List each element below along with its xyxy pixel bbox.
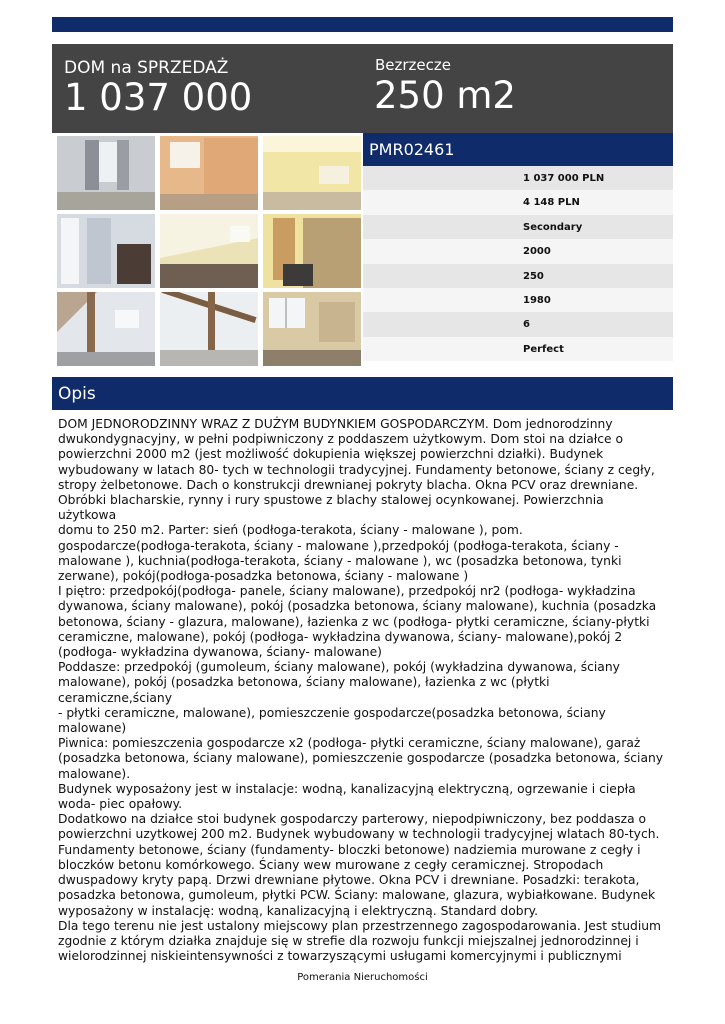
listing-price: 1 037 000	[64, 76, 253, 119]
detail-value: Secondary	[523, 221, 583, 233]
detail-row	[363, 190, 673, 214]
detail-value: 2000	[523, 246, 551, 258]
reference-bar	[363, 133, 673, 166]
detail-row	[363, 337, 673, 361]
description-title: Opis	[58, 384, 96, 404]
listing-header	[52, 44, 673, 133]
detail-value: 250	[523, 270, 544, 282]
detail-row	[363, 264, 673, 288]
photo-room-window[interactable]	[57, 136, 155, 210]
top-accent-bar	[52, 17, 673, 32]
photo-attic-beam[interactable]	[160, 292, 258, 366]
detail-value: Perfect	[523, 343, 564, 355]
photo-gallery	[52, 133, 363, 373]
photo-room-orange[interactable]	[160, 136, 258, 210]
detail-row	[363, 239, 673, 263]
listing-type: DOM na SPRZEDAŻ	[64, 58, 229, 78]
photo-hallway[interactable]	[57, 214, 155, 288]
photo-room-door[interactable]	[263, 214, 361, 288]
footer-agency: Pomerania Nieruchomości	[297, 972, 428, 983]
detail-value: 1980	[523, 294, 551, 306]
photo-attic-beams[interactable]	[57, 292, 155, 366]
detail-row	[363, 312, 673, 336]
detail-value: 4 148 PLN	[523, 197, 580, 209]
photo-room-windows[interactable]	[263, 292, 361, 366]
photo-attic-room[interactable]	[160, 214, 258, 288]
reference-number: PMR02461	[369, 140, 455, 159]
detail-row	[363, 166, 673, 190]
listing-area: 250 m2	[374, 74, 516, 117]
details-table	[363, 166, 673, 361]
photo-room-yellow[interactable]	[263, 136, 361, 210]
detail-row	[363, 288, 673, 312]
listing-city: Bezrzecze	[375, 56, 452, 74]
description-text: DOM JEDNORODZINNY WRAZ Z DUŻYM BUDYNKIEM GOSPODARCZYM. Dom jednorodzinny dwukondygnacyjny, w pełni podpiwniczony z poddaszem użytkowym. Dom stoi na działce o powierzchni 2000 m2 (jest możliwość dokupienia większej powierzchni działki). Budynek wybudowany w latach 80- tych w technologii tradycyjnej. Fundamenty betonowe, ściany z cegły, stropy żelbetonowe. Dach o konstrukcji drewnianej pokryty blacha. Okna PCV oraz drewniane. Obróbki blacharskie, rynny i rury spustowe z blachy stalowej ocynkowanej. Powierzchnia użytkowa domu to 250 m2. Parter: sień (podłoga-terakota, ściany - malowane ), pom. gospodarcze(podłoga-terakota, ściany - malowane ),przedpokój (podłoga-terakota, ściany - malowane ), kuchnia(podłoga-terakota, ściany - malowane ), wc (posadzka betonowa, tynki zerwane), pokój(podłoga-posadzka betonowa, ściany - malowane ) I piętro: przedpokój(podłoga- panele, ściany malowane), przedpokój nr2 (podłoga- wykładzina dywanowa, ściany malowane), pokój (posadzka betonowa, ściany malowane), kuchnia (posadzka betonowa, ściany - glazura, malowane), łazienka z wc (podłoga- płytki ceramiczne, ściany-płytki ceramiczne, malowane), pokój (podłoga- wykładzina dywanowa, ściany- malowane),pokój 2 (podłoga- wykładzina dywanowa, ściany- malowane) Poddasze: przedpokój (gumoleum, ściany malowane), pokój (wykładzina dywanowa, ściany malowane), pokój (posadzka betonowa, ściany malowane), łazienka z wc (płytki ceramiczne,ściany - płytki ceramiczne, malowane), pomieszczenie gospodarcze(posadzka betonowa, ściany malowane) Piwnica: pomieszczenia gospodarcze x2 (podłoga- płytki ceramiczne, ściany malowane), garaż (posadzka betonowa, ściany malowane), pomieszczenie gospodarcze (posadzka betonowa, ściany malowane). Budynek wyposażony jest w instalacje: wodną, kanalizacyjną elektryczną, ogrzewanie i ciepła woda- piec opałowy. Dodatkowo na działce stoi budynek gospodarczy parterowy, niepodpiwniczony, bez poddasza o powierzchni uzytkowej 200 m2. Budynek wybudowany w technologii tradycyjnej wlatach 80-tych. Fundamenty betonowe, ściany (fundamenty- bloczki betonowe) nadziemia murowane z cegły i bloczków betonu komórkowego. Ściany wew murowane z cegły ceramicznej. Stropodach dwuspadowy kryty papą. Drzwi drewniane płytowe. Okna PCV i drewniane. Posadzki: terakota, posadzka betonowa, gumoleum, płytki PCW. Ściany: malowane, glazura, wybiałkowane. Budynek wyposażony w instalację: wodną, kanalizacyjną i elektryczną. Standard dobry. Dla tego terenu nie jest ustalony miejscowy plan przestrzennego zagospodarowania. Jest studium zgodnie z którym działka znajduje się w strefie dla rozwoju funkcji miejszalnej jednorodzinnej i wielorodzinnej niskieintensywności z towarzyszącymi usługami komercyjnymi i publicznymi	[58, 417, 664, 964]
detail-row	[363, 215, 673, 239]
detail-value: 1 037 000 PLN	[523, 173, 605, 184]
description-header	[52, 377, 673, 410]
detail-value: 6	[523, 319, 530, 331]
